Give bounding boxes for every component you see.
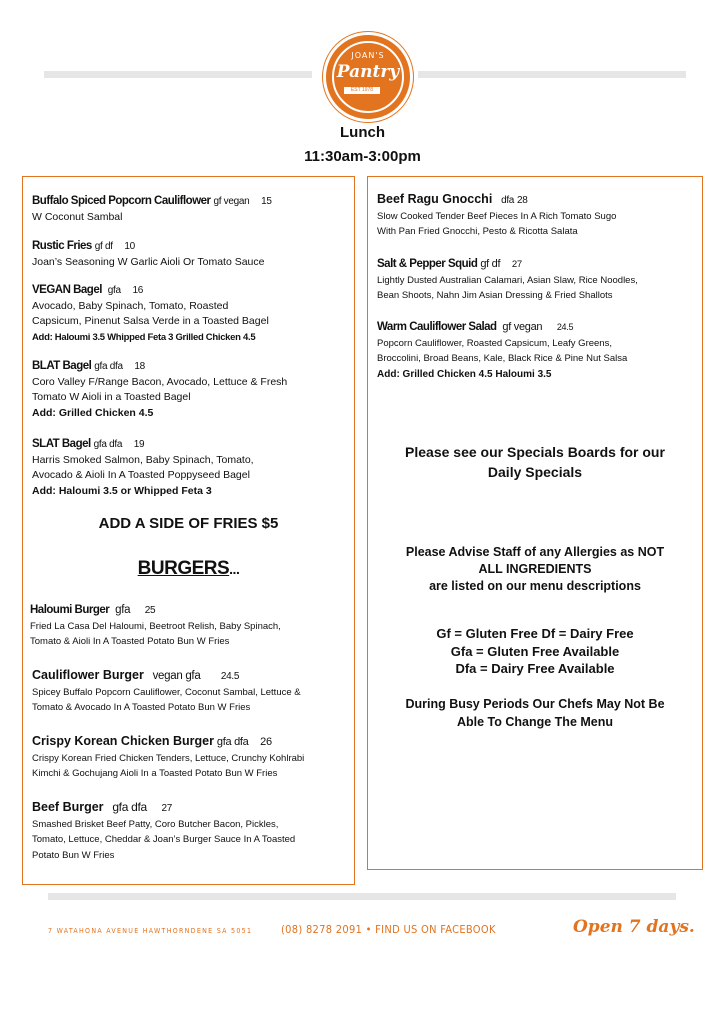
- footer-phone-facebook: (08) 8278 2091 • FIND US ON FACEBOOK: [281, 923, 496, 936]
- allergy-line: Please Advise Staff of any Allergies as NOT: [405, 545, 665, 559]
- logo-top-text: JOAN'S: [351, 51, 385, 60]
- item-price: 16: [132, 285, 143, 296]
- busy-periods-note: [367, 696, 703, 731]
- item-price: 25: [144, 605, 156, 616]
- menu-item: [32, 239, 264, 270]
- busy-line: During Busy Periods Our Chefs May Not Be: [405, 697, 665, 711]
- item-tags: gfa dfa: [94, 361, 123, 372]
- burgers-heading: [22, 558, 355, 580]
- item-price: 28: [517, 195, 528, 206]
- item-tags: gf vegan: [502, 321, 543, 333]
- item-tags: gfa dfa: [112, 800, 147, 814]
- legend-line: Dfa = Dairy Free Available: [455, 661, 615, 676]
- item-add-ons: Add: Haloumi 3.5 or Whipped Feta 3: [32, 484, 212, 497]
- item-desc: Slow Cooked Tender Beef Pieces In A Rich Tomato Sugo: [377, 210, 617, 222]
- item-name: Rustic Fries: [32, 240, 92, 252]
- item-desc: Joan’s Seasoning W Garlic Aioli Or Tomato Sauce: [32, 255, 265, 268]
- allergy-line: are listed on our menu descriptions: [429, 579, 641, 593]
- item-name: Cauliflower Burger: [32, 668, 144, 682]
- item-tags: gfa: [107, 285, 121, 296]
- footer-bar: [48, 893, 676, 900]
- item-name: BLAT Bagel: [32, 360, 92, 372]
- header-bar-right: [418, 71, 686, 78]
- item-name: Salt & Pepper Squid: [377, 258, 478, 270]
- item-price: 24.5: [556, 322, 574, 332]
- item-desc: Harris Smoked Salmon, Baby Spinach, Tomato,: [32, 453, 254, 466]
- menu-item: [377, 320, 627, 382]
- logo-main-text: Pantry: [336, 62, 400, 82]
- logo-est-text: EST 1978: [344, 87, 380, 94]
- item-tags: gf df: [480, 258, 501, 270]
- header-bar-left: [44, 71, 312, 78]
- item-desc: Tomato & Avocado In A Toasted Potato Bun W Fries: [32, 702, 251, 713]
- side-fries-note: ADD A SIDE OF FRIES $5: [98, 515, 279, 532]
- burger-item: [32, 800, 295, 863]
- item-name: Haloumi Burger: [30, 604, 110, 616]
- item-desc: Tomato & Aioli In A Toasted Potato Bun W Fries: [30, 636, 230, 647]
- item-tags: gf vegan: [213, 196, 250, 207]
- item-desc: Lightly Dusted Australian Calamari, Asian Slaw, Rice Noodles,: [377, 274, 638, 286]
- joans-pantry-logo: [323, 32, 413, 122]
- item-desc: Capsicum, Pinenut Salsa Verde in a Toasted Bagel: [32, 315, 269, 327]
- item-price: 27: [161, 803, 173, 814]
- legend-line: Gf = Gluten Free Df = Dairy Free: [436, 626, 634, 641]
- item-price: 27: [511, 259, 522, 270]
- item-desc: Tomato, Lettuce, Cheddar & Joan’s Burger Sauce In A Toasted: [32, 834, 296, 845]
- menu-item: [32, 194, 272, 225]
- item-name: Beef Burger: [32, 800, 104, 814]
- item-desc: Potato Bun W Fries: [32, 849, 115, 861]
- specials-line: Daily Specials: [487, 464, 583, 480]
- item-desc: Avocado, Baby Spinach, Tomato, Roasted: [32, 299, 229, 312]
- item-desc: Popcorn Cauliflower, Roasted Capsicum, Leafy Greens,: [377, 337, 612, 349]
- item-desc: With Pan Fried Gnocchi, Pesto & Ricotta Salata: [377, 226, 578, 237]
- item-name: Buffalo Spiced Popcorn Cauliflower: [32, 195, 211, 207]
- busy-line: Able To Change The Menu: [456, 714, 614, 729]
- item-desc: Spicey Buffalo Popcorn Cauliflower, Coconut Sambal, Lettuce &: [32, 686, 301, 698]
- item-desc: Bean Shoots, Nahn Jim Asian Dressing & Fried Shallots: [377, 290, 613, 301]
- menu-item: [377, 192, 616, 240]
- specials-note: [367, 442, 703, 482]
- meal-title: Lunch: [340, 124, 385, 141]
- item-desc: Coro Valley F/Range Bacon, Avocado, Lettuce & Fresh: [32, 375, 288, 388]
- item-desc: Tomato W Aioli in a Toasted Bagel: [32, 391, 191, 403]
- item-add-ons: Add: Grilled Chicken 4.5 Haloumi 3.5: [377, 368, 552, 380]
- burgers-title: BURGERS: [137, 558, 230, 579]
- item-desc: Smashed Brisket Beef Patty, Coro Butcher Bacon, Pickles,: [32, 818, 279, 830]
- burgers-dots: ...: [229, 561, 240, 577]
- item-price: 24.5: [220, 671, 240, 682]
- item-tags: gfa dfa: [216, 736, 249, 748]
- dietary-legend: [367, 625, 703, 678]
- item-tags: gfa: [115, 604, 131, 616]
- burger-item: [32, 734, 304, 782]
- item-name: SLAT Bagel: [32, 438, 91, 450]
- item-desc: Crispy Korean Fried Chicken Tenders, Lettuce, Crunchy Kohlrabi: [32, 752, 305, 764]
- footer-address: 7 WATAHONA AVENUE HAWTHORNDENE SA 5051: [48, 927, 253, 935]
- allergy-line: ALL INGREDIENTS: [478, 562, 592, 576]
- item-name: Beef Ragu Gnocchi: [377, 192, 493, 206]
- item-desc: Avocado & Aioli In A Toasted Poppyseed Bagel: [32, 469, 250, 481]
- item-price: 19: [133, 439, 145, 450]
- item-desc: Broccolini, Broad Beans, Kale, Black Rice & Pine Nut Salsa: [377, 353, 628, 364]
- item-price: 10: [124, 241, 135, 252]
- menu-item: [377, 257, 638, 304]
- item-price: 18: [134, 361, 145, 372]
- item-add-ons: Add: Grilled Chicken 4.5: [32, 406, 154, 419]
- item-price: 26: [260, 736, 272, 748]
- footer-open-days: Open 7 days.: [573, 917, 695, 937]
- menu-item: [32, 359, 287, 421]
- item-tags: gf df: [94, 241, 113, 252]
- item-name: Crispy Korean Chicken Burger: [32, 734, 214, 748]
- item-tags: dfa: [501, 195, 515, 206]
- specials-line: Please see our Specials Boards for our: [405, 444, 665, 460]
- item-tags: gfa dfa: [93, 439, 123, 450]
- item-add-ons: Add: Haloumi 3.5 Whipped Feta 3 Grilled Chicken 4.5: [32, 331, 256, 343]
- hours: 11:30am-3:00pm: [304, 148, 421, 165]
- burger-item: [30, 603, 281, 650]
- item-name: Warm Cauliflower Salad: [377, 321, 497, 333]
- burger-item: [32, 668, 301, 716]
- item-tags: vegan gfa: [152, 670, 201, 682]
- item-price: 15: [261, 196, 272, 207]
- item-desc: Kimchi & Gochujang Aioli In a Toasted Potato Bun W Fries: [32, 768, 278, 779]
- item-name: VEGAN Bagel: [32, 284, 102, 296]
- legend-line: Gfa = Gluten Free Available: [450, 643, 620, 659]
- item-desc: W Coconut Sambal: [32, 210, 123, 223]
- menu-item: [32, 437, 254, 499]
- menu-item: [32, 283, 269, 345]
- item-desc: Fried La Casa Del Haloumi, Beetroot Relish, Baby Spinach,: [30, 620, 281, 632]
- allergy-note: [367, 544, 703, 595]
